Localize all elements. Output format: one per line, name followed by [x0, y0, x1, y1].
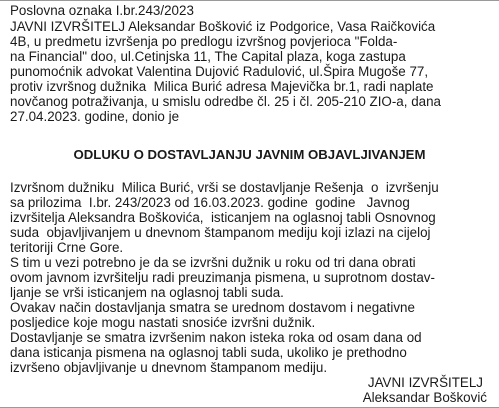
body-line: ljanje se vrši isticanjem na oglasnoj tabli suda. — [10, 285, 284, 300]
body-line: Dostavljanje se smatra izvršenim nakon isteka roka od osam dana od — [10, 330, 422, 345]
reference-number: Poslovna oznaka I.br.243/2023 — [10, 3, 194, 18]
body-line: suda objavljivanjem u dnevnom štampanom mediju koji izlazi na cijeloj — [10, 225, 431, 240]
intro-line: JAVNI IZVRŠITELJ Aleksandar Bošković iz Podgorice, Vasa Raičkovića — [10, 19, 436, 34]
body-line: Ovakav način dostavljanja smatra se urednom dostavom i negativne — [10, 300, 415, 315]
body-line: teritoriji Crne Gore. — [10, 240, 124, 255]
body-line: sa prilozima I.br. 243/2023 od 16.03.2023. godine godine Javnog — [10, 195, 410, 210]
intro-line: punomoćnik advokat Valentina Dujović Radulović, ul.Špira Mugoše 77, — [10, 64, 429, 79]
intro-line: protiv izvršnog dužnika Milica Burić adresa Majevička br.1, radi naplate — [10, 79, 434, 94]
decision-heading: ODLUKU O DOSTAVLJANJU JAVNIM OBJAVLJIVANJEM — [73, 147, 426, 162]
body-line: dana isticanja pismena na oglasnoj tabli suda, ukoliko je prethodno — [10, 345, 407, 360]
body-line: ovom javnom izvršitelju radi preuzimanja pismena, u suprotnom dostav- — [10, 270, 435, 285]
intro-line: na Financial" doo, ul.Cetinjska 11, The Capital plaza, koga zastupa — [10, 49, 406, 64]
intro-line: 4B, u predmetu izvršenja po predlogu izvršnog povjerioca "Folda- — [10, 34, 398, 49]
body-line: posljedice koje mogu nastati snosiće izvršni dužnik. — [10, 315, 316, 330]
body-line: izvršitelja Aleksandra Boškovića, isticanjem na oglasnoj tabli Osnovnog — [10, 210, 436, 225]
intro-line: 27.04.2023. godine, donio je — [10, 109, 180, 124]
signature-name: Aleksandar Bošković — [362, 390, 487, 405]
body-line: Izvršnom dužniku Milica Burić, vrši se dostavljanje Rešenja o izvršenju — [10, 180, 439, 195]
signature-title: JAVNI IZVRŠITELJ — [367, 375, 483, 390]
body-line: S tim u vezi potrebno je da se izvršni dužnik u roku od tri dana obrati — [10, 255, 416, 270]
intro-line: novčanog potraživanja, u smislu odredbe čl. 25 i čl. 205-210 ZIO-a, dana — [10, 94, 441, 109]
body-line: izvršeno objavljivanje u dnevnom štampanom mediju. — [10, 360, 328, 375]
